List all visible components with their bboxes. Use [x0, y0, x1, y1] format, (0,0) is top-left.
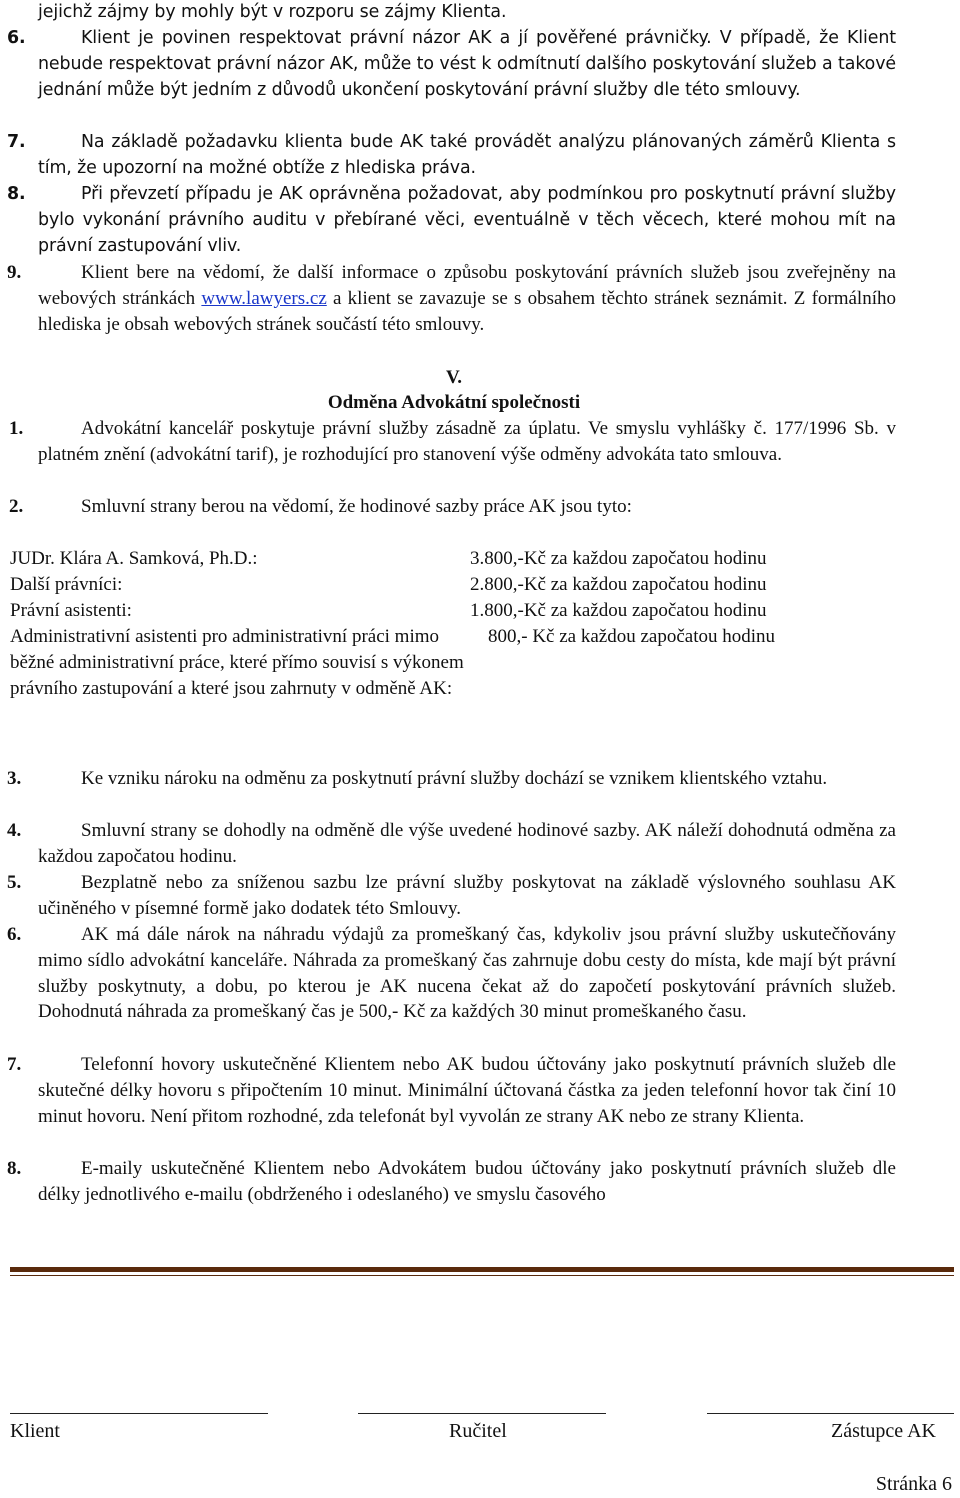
item-number: 5. [7, 872, 22, 893]
item-text: Při převzetí případu je AK oprávněna požadovat, aby podmínkou pro poskytnutí právní služby bylo vykonání právního auditu v přebírané věci, eventuálně v těch věcech, které mohou mít na právní zastupování vliv. [38, 184, 896, 256]
rate-value: 800,- Kč za každou započatou hodinu [488, 626, 776, 647]
list-item [7, 818, 896, 870]
item-text: AK má dále nárok na náhradu výdajů za promeškaný čas, kdykoliv jsou právní služby uskutečňovány mimo sídlo advokátní kanceláře. Náhrada za promeškaný čas zahrnuje dobu cesty do místa, kde mají být právní služby poskytnuty, a dobu, po kterou je AK nucena čekat až do započetí poskytování právních služeb. Dohodnutá náhrada za promeškaný čas je 500,- Kč za každých 30 minut promeškaného času. [38, 924, 896, 1023]
item-number: 6. [7, 924, 22, 945]
item-number: 7. [7, 132, 26, 152]
item-number: 9. [7, 262, 22, 283]
item-text: Smluvní strany berou na vědomí, že hodinové sazby práce AK jsou tyto: [81, 496, 632, 517]
item-text: Na základě požadavku klienta bude AK také provádět analýzu plánovaných záměrů Klienta s tím, že upozorní na možné obtíže z hlediska práva. [38, 132, 896, 178]
item-number: 4. [7, 820, 22, 841]
item-text: Bezplatně nebo za sníženou sazbu lze právní služby poskytovat na základě výslovného souhlasu AK učiněného v písemné formě jako dodatek této Smlouvy. [38, 872, 896, 919]
rate-label: Administrativní asistenti pro administrativní práci mimo běžné administrativní práce, které přímo souvisí s výkonem právního zastupování a které jsou zahrnuty v odměně AK: [10, 626, 464, 699]
carry-over-line: jejichž zájmy by mohly být v rozporu se zájmy Klienta. [38, 2, 507, 22]
page-number: Stránka 6 [875, 1473, 952, 1495]
item-text: Klient je povinen respektovat právní názor AK a jí pověřené právničky. V případě, že Klient nebude respektovat právní názor AK, může to vést k odmítnutí dalšího poskytování služeb a takové jednání může být jedním z důvodů ukončení poskytování právní služby dle této smlouvy. [38, 28, 896, 100]
rate-value: 2.800,-Kč za každou započatou hodinu [470, 574, 767, 595]
item-number: 6. [7, 28, 26, 48]
list-item [7, 1156, 896, 1208]
list-item [7, 260, 896, 337]
item-text: Klient bere na vědomí, že další informace o způsobu poskytování právních služeb jsou zveřejněny na webových stránkách www.lawyers.cz a klient se zavazuje se s obsahem těchto stránek seznámit. Z formálního hlediska je obsah webových stránek součástí této smlouvy. [38, 262, 896, 335]
item-number: 8. [7, 184, 26, 204]
list-item [7, 182, 896, 259]
item-number: 2. [9, 496, 24, 517]
item-number: 1. [9, 418, 24, 439]
rate-value: 1.800,-Kč za každou započatou hodinu [470, 600, 767, 621]
signature-label-representative: Zástupce AK [831, 1420, 936, 1442]
rate-label: Právní asistenti: [10, 600, 132, 621]
signature-line-representative [707, 1413, 954, 1414]
rate-label: Další právníci: [10, 574, 123, 595]
list-item [7, 766, 896, 792]
list-item [7, 1052, 896, 1129]
signature-line-client [10, 1413, 268, 1414]
list-item [9, 416, 896, 468]
section-numeral: V. [445, 367, 463, 388]
list-item [7, 922, 896, 1025]
item-text: Smluvní strany se dohodly na odměně dle výše uvedené hodinové sazby. AK náleží dohodnutá odměna za každou započatou hodinu. [38, 820, 896, 867]
item-text: Ke vzniku nároku na odměnu za poskytnutí právní služby dochází se vznikem klientského vztahu. [81, 768, 828, 789]
list-item [7, 870, 896, 922]
list-item [9, 494, 896, 520]
signature-label-guarantor: Ručitel [449, 1420, 507, 1442]
divider-thin [10, 1275, 954, 1276]
item-text: Telefonní hovory uskutečněné Klientem nebo AK budou účtovány jako poskytnutí právních služeb dle skutečné délky hovoru s připočtením 10 minut. Minimální účtovaná částka za jeden telefonní hovor tak činí 10 minut hovoru. Není přitom rozhodné, zda telefonát byl vyvolán ze strany AK nebo ze strany Klienta. [38, 1054, 896, 1127]
item-number: 8. [7, 1158, 22, 1179]
item-text: Advokátní kancelář poskytuje právní služby zásadně za úplatu. Ve smyslu vyhlášky č. 177/1996 Sb. v platném znění (advokátní tarif), je rozhodující pro stanovení výše odměny advokáta tato smlouva. [38, 418, 896, 465]
list-item [7, 26, 896, 103]
divider-thick [10, 1267, 954, 1272]
signature-line-guarantor [358, 1413, 606, 1414]
rate-label: JUDr. Klára A. Samková, Ph.D.: [10, 548, 258, 569]
item-number: 3. [7, 768, 22, 789]
rate-value: 3.800,-Kč za každou započatou hodinu [470, 548, 767, 569]
website-link[interactable]: www.lawyers.cz [201, 287, 327, 309]
item-number: 7. [7, 1054, 22, 1075]
section-title: Odměna Advokátní společnosti [327, 392, 581, 413]
list-item [7, 130, 896, 182]
signature-label-client: Klient [10, 1420, 60, 1442]
item-text: E-maily uskutečněné Klientem nebo Advokátem budou účtovány jako poskytnutí právních služeb dle délky jednotlivého e-mailu (obdrženého i odeslaného) ve smyslu časového [38, 1158, 896, 1205]
